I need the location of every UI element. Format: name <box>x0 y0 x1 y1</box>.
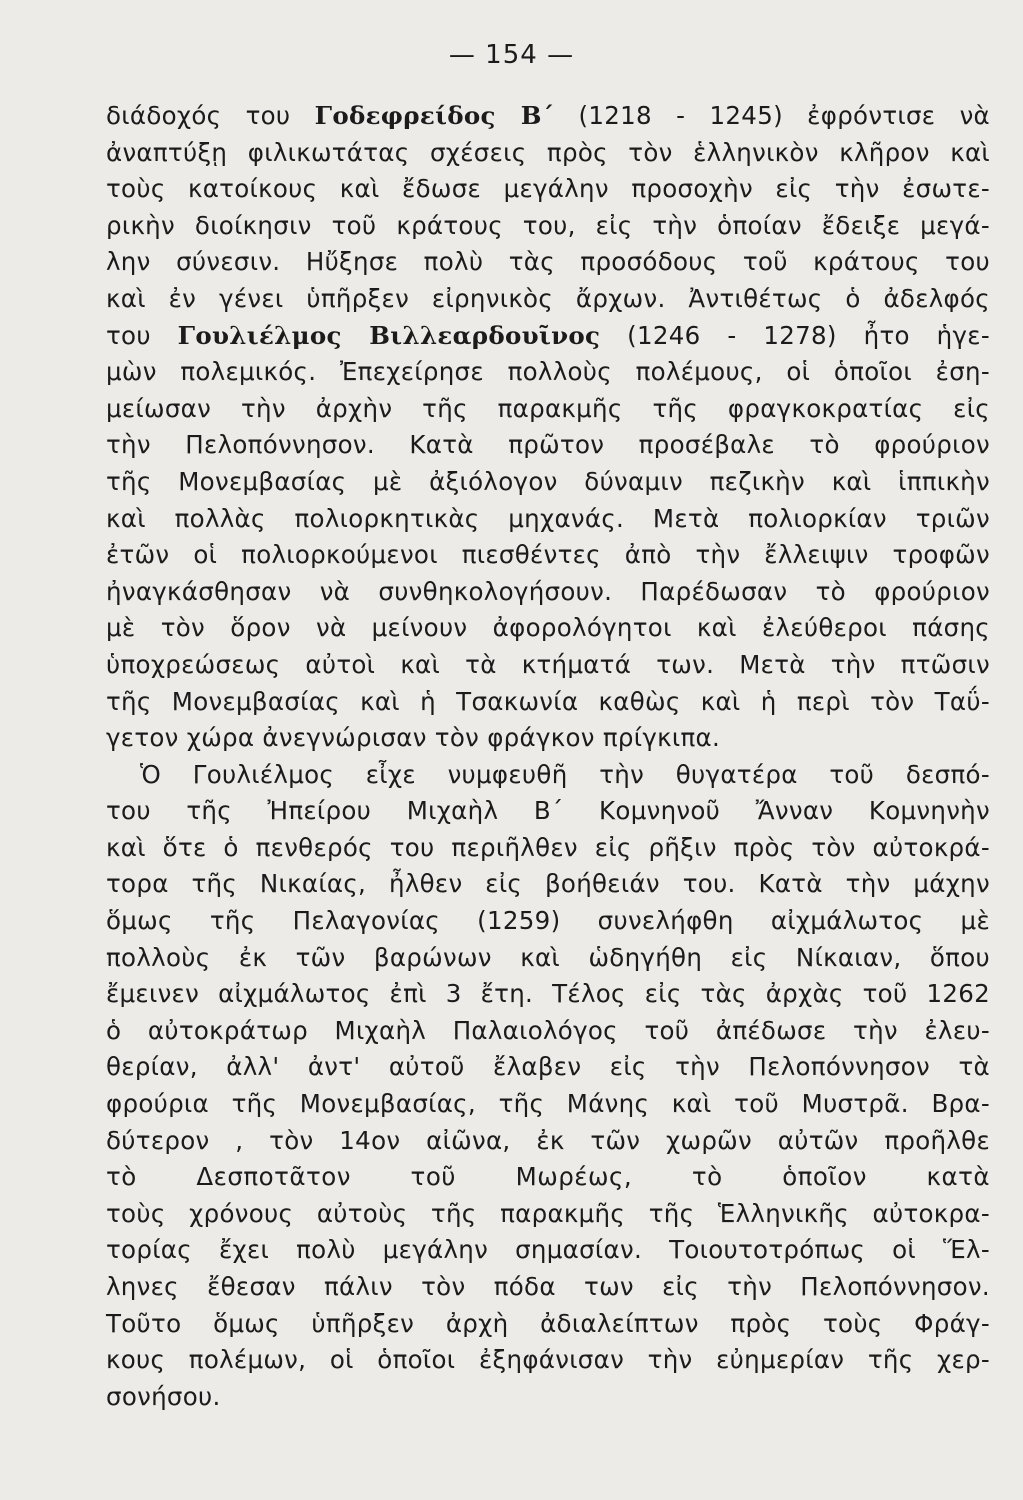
text-line: τὸ Δεσποτᾶτον τοῦ Μωρέως, τὸ ὁποῖον κατὰ <box>106 1162 990 1192</box>
text-line: του τῆς Ἠπείρου Μιχαὴλ Β΄ Κομνηνοῦ Ἄνναν Κομνηνὴν <box>106 796 990 826</box>
text-line: ὁ αὐτοκράτωρ Μιχαὴλ Παλαιολόγος τοῦ ἀπέδωσε τὴν ἐλευ- <box>106 1015 990 1045</box>
page-number: — 154 — <box>448 40 575 70</box>
text-line: ρικὴν διοίκησιν τοῦ κράτους του, εἰς τὴν ὁποίαν ἔδειξε μεγά- <box>106 210 990 240</box>
text-line: τορίας ἔχει πολὺ μεγάλην σημασίαν. Τοιουτοτρόπως οἱ Ἕλ- <box>106 1235 990 1265</box>
text-line: ἠναγκάσθησαν νὰ συνθηκολογήσουν. Παρέδωσαν τὸ φρούριον <box>106 576 990 606</box>
text-line: καὶ ὅτε ὁ πενθερός του περιῆλθεν εἰς ρῆξιν πρὸς τὸν αὐτοκρά- <box>106 832 990 862</box>
text-line: Ὁ Γουλιέλμος εἶχε νυμφευθῆ τὴν θυγατέρα τοῦ δεσπό- <box>140 759 990 789</box>
text-line: τορα τῆς Νικαίας, ἦλθεν εἰς βοήθειάν του. Κατὰ τὴν μάχην <box>106 869 990 899</box>
bold-name: Γοδεφρείδος Β΄ <box>314 101 555 130</box>
text-line: ληνες ἔθεσαν πάλιν τὸν πόδα των εἰς τὴν Πελοπόννησον. <box>106 1272 990 1301</box>
line-text: διάδοχός του <box>106 101 315 130</box>
text-line: θερίαν, ἀλλ' ἀντ' αὐτοῦ ἔλαβεν εἰς τὴν Πελοπόννησον τὰ <box>106 1052 990 1082</box>
text-line: λην σύνεσιν. Ηὔξησε πολὺ τὰς προσόδους τοῦ κράτους του <box>106 247 990 277</box>
line-text: (1246 - 1278) ἦτο ἡγε- <box>600 320 990 350</box>
line-text: (1218 - 1245) ἐφρόντισε νὰ <box>554 101 991 130</box>
text-line: γετον χώρα ἀνεγνώρισαν τὸν φράγκον πρίγκιπα. <box>106 723 721 753</box>
text-line: μὼν πολεμικός. Ἐπεχείρησε πολλοὺς πολέμους, οἱ ὁποῖοι ἐση- <box>106 357 990 387</box>
text-line: κους πολέμων, οἱ ὁποῖοι ἐξηφάνισαν τὴν εὐημερίαν τῆς χερ- <box>106 1345 990 1375</box>
text-line: καὶ πολλὰς πολιορκητικὰς μηχανάς. Μετὰ πολιορκίαν τριῶν <box>106 503 990 533</box>
text-line: δύτερον , τὸν 14ον αἰῶνα, ἐκ τῶν χωρῶν αὐτῶν προῆλθε <box>106 1125 990 1155</box>
text-line: μὲ τὸν ὅρον νὰ μείνουν ἀφορολόγητοι καὶ ἐλεύθεροι πάσης <box>106 613 990 643</box>
text-line: μείωσαν τὴν ἀρχὴν τῆς παρακμῆς τῆς φραγκοκρατίας εἰς <box>106 393 990 423</box>
text-line <box>106 318 990 355</box>
text-line: ὑποχρεώσεως αὐτοὶ καὶ τὰ κτήματά των. Μετὰ τὴν πτῶσιν <box>106 649 990 679</box>
body-text <box>106 98 990 1415</box>
text-line: πολλοὺς ἐκ τῶν βαρώνων καὶ ὡδηγήθη εἰς Νίκαιαν, ὅπου <box>106 942 990 972</box>
text-line: ὅμως τῆς Πελαγονίας (1259) συνελήφθη αἰχμάλωτος μὲ <box>106 906 990 936</box>
text-line: ἀναπτύξῃ φιλικωτάτας σχέσεις πρὸς τὸν ἑλληνικὸν κλῆρον καὶ <box>106 137 990 167</box>
text-line: ἐτῶν οἱ πολιορκούμενοι πιεσθέντες ἀπὸ τὴν ἔλλειψιν τροφῶν <box>106 540 990 570</box>
text-line: Τοῦτο ὅμως ὑπῆρξεν ἀρχὴ ἀδιαλείπτων πρὸς τοὺς Φράγ- <box>106 1308 990 1338</box>
text-line: φρούρια τῆς Μονεμβασίας, τῆς Μάνης καὶ τοῦ Μυστρᾶ. Βρα- <box>106 1089 990 1119</box>
text-line: τὴν Πελοπόννησον. Κατὰ πρῶτον προσέβαλε τὸ φρούριον <box>106 430 990 460</box>
text-line: καὶ ἐν γένει ὑπῆρξεν εἰρηνικὸς ἄρχων. Ἀντιθέτως ὁ ἀδελφός <box>106 283 990 313</box>
text-line: σονήσου. <box>106 1381 221 1411</box>
text-line: ἔμεινεν αἰχμάλωτος ἐπὶ 3 ἔτη. Τέλος εἰς τὰς ἀρχὰς τοῦ 1262 <box>106 979 990 1009</box>
line-text: του <box>106 320 178 350</box>
text-line: τοὺς χρόνους αὐτοὺς τῆς παρακμῆς τῆς Ἑλληνικῆς αὐτοκρα- <box>106 1198 990 1228</box>
bold-name: Γουλιέλμος Βιλλεαρδουῖνος <box>177 320 601 350</box>
text-line <box>106 98 990 135</box>
text-line: τῆς Μονεμβασίας καὶ ἡ Τσακωνία καθὼς καὶ ἡ περὶ τὸν Ταΰ- <box>106 686 990 716</box>
text-line: τῆς Μονεμβασίας μὲ ἀξιόλογον δύναμιν πεζικὴν καὶ ἱππικὴν <box>106 466 990 496</box>
text-line: τοὺς κατοίκους καὶ ἔδωσε μεγάλην προσοχὴν εἰς τὴν ἐσωτε- <box>106 174 990 204</box>
